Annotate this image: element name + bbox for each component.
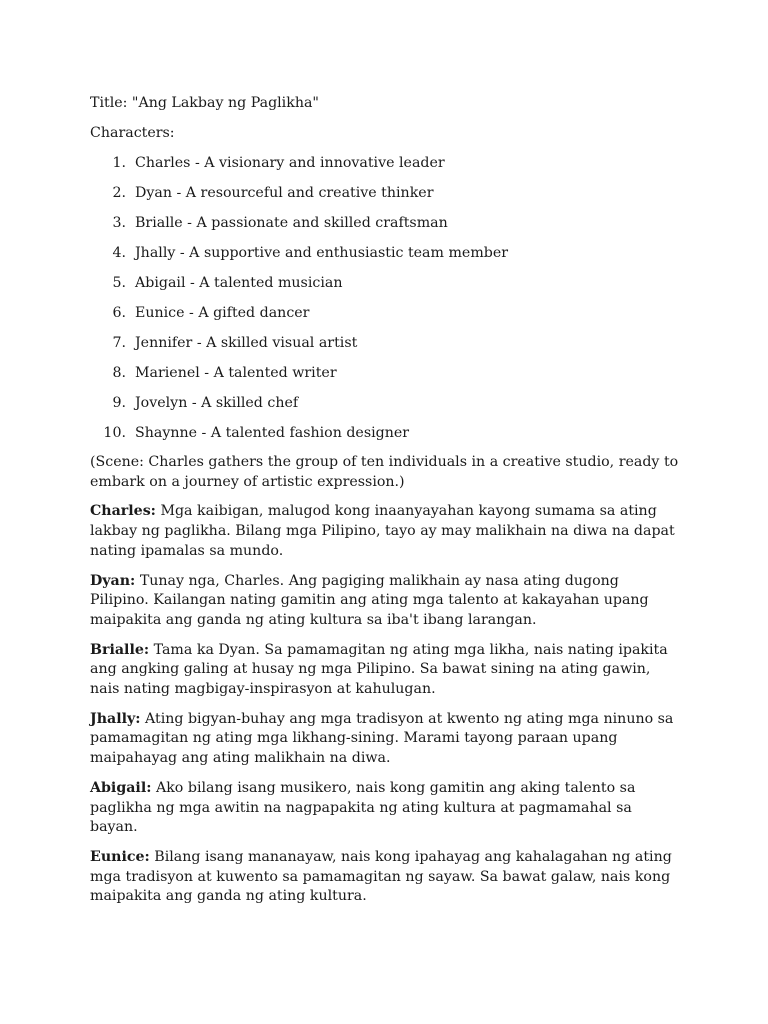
dialogue-text: Tunay nga, Charles. Ang pagiging malikhain ay nasa ating dugong Pilipino. Kailangan nating gamitin ang ating mga talento at kakayahan upang maipakita ang ganda ng ating kultura sa iba't ibang larangan. bbox=[90, 572, 649, 628]
character-item bbox=[90, 243, 680, 263]
list-number: 10. bbox=[103, 425, 126, 441]
list-number: 9. bbox=[112, 395, 126, 411]
list-number: 7. bbox=[112, 335, 126, 351]
dialogue-text: Ako bilang isang musikero, nais kong gamitin ang aking talento sa paglikha ng mga awitin na nagpapakita ng ating kultura at pagmamahal sa bayan. bbox=[90, 779, 636, 836]
dialogue-paragraph bbox=[90, 710, 680, 769]
list-number: 2. bbox=[112, 185, 126, 201]
dialogue-paragraph bbox=[90, 572, 680, 631]
character-item bbox=[90, 393, 680, 413]
character-text: Brialle - A passionate and skilled craftsman bbox=[135, 215, 448, 231]
character-item bbox=[90, 363, 680, 383]
title-line: Title: "Ang Lakbay ng Paglikha" bbox=[90, 95, 319, 111]
character-text: Marienel - A talented writer bbox=[135, 365, 337, 381]
dialogue-paragraph bbox=[90, 641, 680, 700]
characters-heading: Characters: bbox=[90, 125, 175, 141]
list-number: 3. bbox=[112, 215, 126, 231]
character-text: Dyan - A resourceful and creative thinker bbox=[135, 185, 434, 201]
dialogue-paragraph bbox=[90, 848, 680, 907]
list-number: 5. bbox=[112, 275, 126, 291]
character-text: Charles - A visionary and innovative leader bbox=[135, 155, 445, 171]
dialogue-text: Mga kaibigan, malugod kong inaanyayahan kayong sumama sa ating lakbay ng paglikha. Bilang mga Pilipino, tayo ay may malikhain na diwa na dapat nating ipamalas sa mundo. bbox=[90, 503, 675, 559]
speaker-name: Jhally: bbox=[90, 710, 141, 727]
list-number: 8. bbox=[112, 365, 126, 381]
character-item bbox=[90, 423, 680, 443]
speaker-name: Charles: bbox=[90, 503, 156, 520]
character-text: Jovelyn - A skilled chef bbox=[135, 395, 299, 411]
list-number: 1. bbox=[112, 155, 126, 171]
character-text: Abigail - A talented musician bbox=[135, 275, 343, 291]
dialogue-text: Tama ka Dyan. Sa pamamagitan ng ating mga likha, nais nating ipakita ang angking galing at husay ng mga Pilipino. Sa bawat sining na ating gawin, nais nating magbigay-inspirasyon at kahulugan. bbox=[90, 641, 668, 698]
dialogue-text: Ating bigyan-buhay ang mga tradisyon at kwento ng ating mga ninuno sa pamamagitan ng ating mga likhang-sining. Marami tayong paraan upang maipahayag ang ating malikhain na diwa. bbox=[90, 710, 674, 767]
document-body bbox=[90, 93, 680, 917]
characters-list bbox=[90, 153, 680, 443]
character-text: Jennifer - A skilled visual artist bbox=[135, 335, 358, 351]
dialogue-text: Bilang isang mananayaw, nais kong ipahayag ang kahalagahan ng ating mga tradisyon at kuwento sa pamamagitan ng sayaw. Sa bawat galaw, nais kong maipakita ang ganda ng ating kultura. bbox=[90, 848, 672, 905]
dialogue-paragraph bbox=[90, 502, 680, 561]
speaker-name: Dyan: bbox=[90, 572, 136, 589]
character-text: Eunice - A gifted dancer bbox=[135, 305, 310, 321]
scene-direction: (Scene: Charles gathers the group of ten individuals in a creative studio, ready to embark on a journey of artistic expression.) bbox=[90, 454, 679, 490]
speaker-name: Abigail: bbox=[90, 779, 152, 796]
list-number: 6. bbox=[112, 305, 126, 321]
character-item bbox=[90, 213, 680, 233]
speaker-name: Brialle: bbox=[90, 641, 150, 658]
character-text: Shaynne - A talented fashion designer bbox=[135, 425, 410, 441]
character-item bbox=[90, 183, 680, 203]
list-number: 4. bbox=[112, 245, 126, 261]
character-item bbox=[90, 333, 680, 353]
character-item bbox=[90, 303, 680, 323]
character-text: Jhally - A supportive and enthusiastic team member bbox=[135, 245, 509, 261]
speaker-name: Eunice: bbox=[90, 848, 150, 865]
character-item bbox=[90, 273, 680, 293]
character-item bbox=[90, 153, 680, 173]
dialogue-paragraph bbox=[90, 779, 680, 838]
